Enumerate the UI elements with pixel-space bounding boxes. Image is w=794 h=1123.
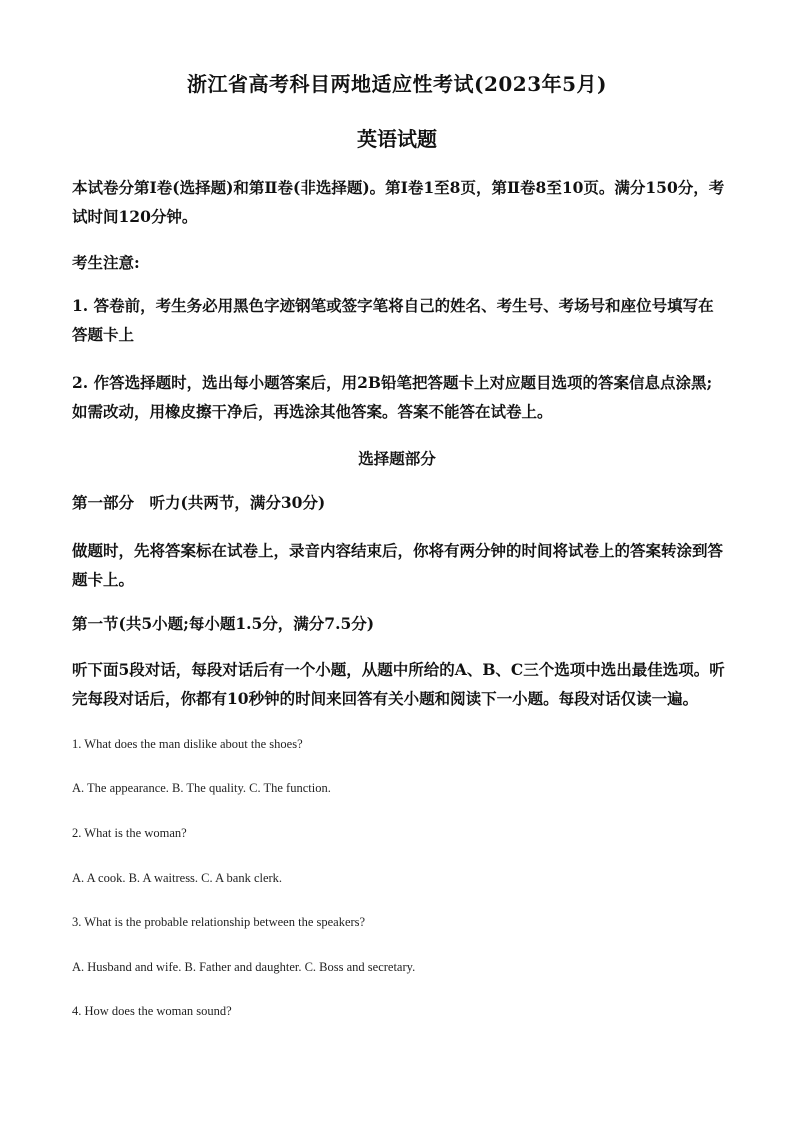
question-3-options: A. Husband and wife. B. Father and daughter. C. Boss and secretary. bbox=[72, 960, 416, 974]
intro-paragraph: 本试卷分第Ⅰ卷(选择题)和第Ⅱ卷(非选择题)。第Ⅰ卷1至8页，第Ⅱ卷8至10页。满分150分，考试时间120分钟。 bbox=[72, 178, 725, 226]
notice-item-2: 2. 作答选择题时，选出每小题答案后，用2B铅笔把答题卡上对应题目选项的答案信息点涂黑;如需改动，用橡皮擦干净后，再选涂其他答案。答案不能答在试卷上。 bbox=[72, 373, 713, 421]
question-4: 4. How does the woman sound? bbox=[72, 1004, 232, 1018]
notice-heading: 考生注意: bbox=[72, 253, 140, 272]
question-2: 2. What is the woman? bbox=[72, 826, 187, 840]
page-title: 浙江省高考科目两地适应性考试(2023年5月) bbox=[186, 72, 607, 96]
question-2-options: A. A cook. B. A waitress. C. A bank clerk. bbox=[72, 871, 283, 885]
question-1-options: A. The appearance. B. The quality. C. The function. bbox=[72, 781, 331, 795]
section1-heading: 第一节(共5小题;每小题1.5分，满分7.5分) bbox=[72, 614, 375, 633]
page-subtitle: 英语试题 bbox=[357, 127, 437, 151]
notice-item-1: 1. 答卷前，考生务必用黑色字迹钢笔或签字笔将自己的姓名、考生号、考场号和座位号填写在答题卡上 bbox=[72, 296, 714, 344]
section1-instruction: 听下面5段对话，每段对话后有一个小题，从题中所给的A、B、C三个选项中选出最佳选项。听完每段对话后，你都有10秒钟的时间来回答有关小题和阅读下一小题。每段对话仅读一遍。 bbox=[72, 660, 725, 708]
part1-heading: 第一部分 听力(共两节，满分30分) bbox=[72, 493, 326, 512]
question-3: 3. What is the probable relationship between the speakers? bbox=[72, 915, 366, 929]
section-heading: 选择题部分 bbox=[358, 449, 436, 468]
part1-instruction: 做题时，先将答案标在试卷上，录音内容结束后，你将有两分钟的时间将试卷上的答案转涂到答题卡上。 bbox=[72, 541, 724, 589]
question-1: 1. What does the man dislike about the shoes? bbox=[72, 737, 303, 751]
